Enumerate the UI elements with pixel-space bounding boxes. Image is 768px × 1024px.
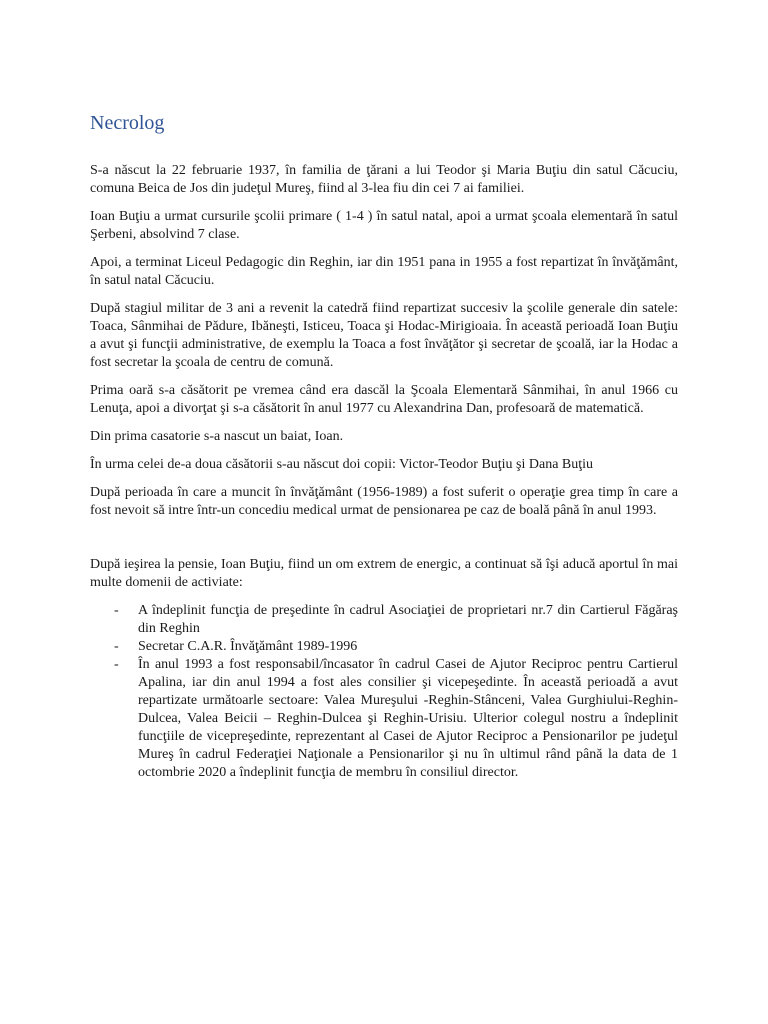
- list-item: [90, 602, 678, 638]
- list-bullet: -: [114, 603, 119, 618]
- paragraph-birth: S-a născut la 22 februarie 1937, în familia de ţărani a lui Teodor şi Maria Buţiu din satul Căcuciu, comuna Beica de Jos din judeţul Mureş, fiind al 3-lea fiu din cei 7 ai familiei.: [90, 163, 678, 196]
- list-item-text: În anul 1993 a fost responsabil/încasator în cadrul Casei de Ajutor Reciproc pentru Cartierul Apalina, iar din anul 1994 a fost ales consilier şi vicepeşedinte. În această perioadă a avut repartizate următoarle sectoare: Valea Mureşului -Reghin-Stânceni, Valea Gurghiului-Reghin-Dulcea, Valea Beicii – Reghin-Dulcea şi Reghin-Urisiu. Ulterior colegul nostru a îndeplinit funcţiile de vicepreşedinte, reprezentant al Casei de Ajutor Reciproc a Pensionarilor pe judeţul Mureş în cadrul Federaţiei Naţionale a Pensionarilor şi nu în ultimul rând până la data de 1 octombrie 2020 a îndeplinit funcţia de membru în consiliul director.: [138, 657, 678, 780]
- list-item: [90, 638, 678, 656]
- paragraph-second-children: În urma celei de-a doua căsătorii s-au născut doi copii: Victor-Teodor Buţiu şi Dana Buţiu: [90, 457, 594, 472]
- paragraph-pedagogic-school: Apoi, a terminat Liceul Pedagogic din Reghin, iar din 1951 pana in 1955 a fost repartizat în învăţământ, în satul natal Căcuciu.: [90, 255, 678, 288]
- paragraph-marriages: Prima oară s-a căsătorit pe vremea când era dascăl la Şcoala Elementară Sânmihai, în anul 1966 cu Lenuţa, apoi a divorţat şi s-a căsătorit în anul 1977 cu Alexandrina Dan, profesoară de matematică.: [90, 383, 678, 416]
- list-item-text: A îndeplinit funcţia de preşedinte în cadrul Asociaţiei de proprietari nr.7 din Cartierul Făgăraş din Reghin: [138, 603, 678, 636]
- paragraph-after-retirement: După ieşirea la pensie, Ioan Buţiu, fiind un om extrem de energic, a continuat să îşi aducă aportul în mai multe domenii de activiate:: [90, 557, 678, 590]
- list-item-text: Secretar C.A.R. Învăţământ 1989-1996: [138, 639, 358, 654]
- activities-list: [90, 602, 678, 782]
- list-item: [90, 656, 678, 782]
- list-bullet: -: [114, 657, 119, 672]
- paragraph-first-child: Din prima casatorie s-a nascut un baiat, Ioan.: [90, 429, 344, 444]
- list-bullet: -: [114, 639, 119, 654]
- document-body: [90, 162, 678, 782]
- document-title: Necrolog: [90, 112, 165, 134]
- paragraph-primary-school: Ioan Buţiu a urmat cursurile şcolii primare ( 1-4 ) în satul natal, apoi a urmat şcoala elementară în satul Şerbeni, absolvind 7 clase.: [90, 209, 678, 242]
- paragraph-retirement-illness: După perioada în care a muncit în învăţământ (1956-1989) a fost suferit o operaţie grea timp în care a fost nevoit să intre într-un concediu medical urmat de pensionarea pe caz de boală până în anul 1993.: [90, 485, 678, 518]
- paragraph-teaching-career: După stagiul militar de 3 ani a revenit la catedră fiind repartizat succesiv la şcolile generale din satele: Toaca, Sânmihai de Pădure, Ibăneşti, Isticeu, Toaca şi Hodac-Mirigioaia. În această perioadă Ioan Buţiu a avut şi funcţii administrative, de exemplu la Toaca a fost învăţător şi secretar de şcoală, iar la Hodac a fost secretar la şcoala de centru de comună.: [90, 301, 678, 370]
